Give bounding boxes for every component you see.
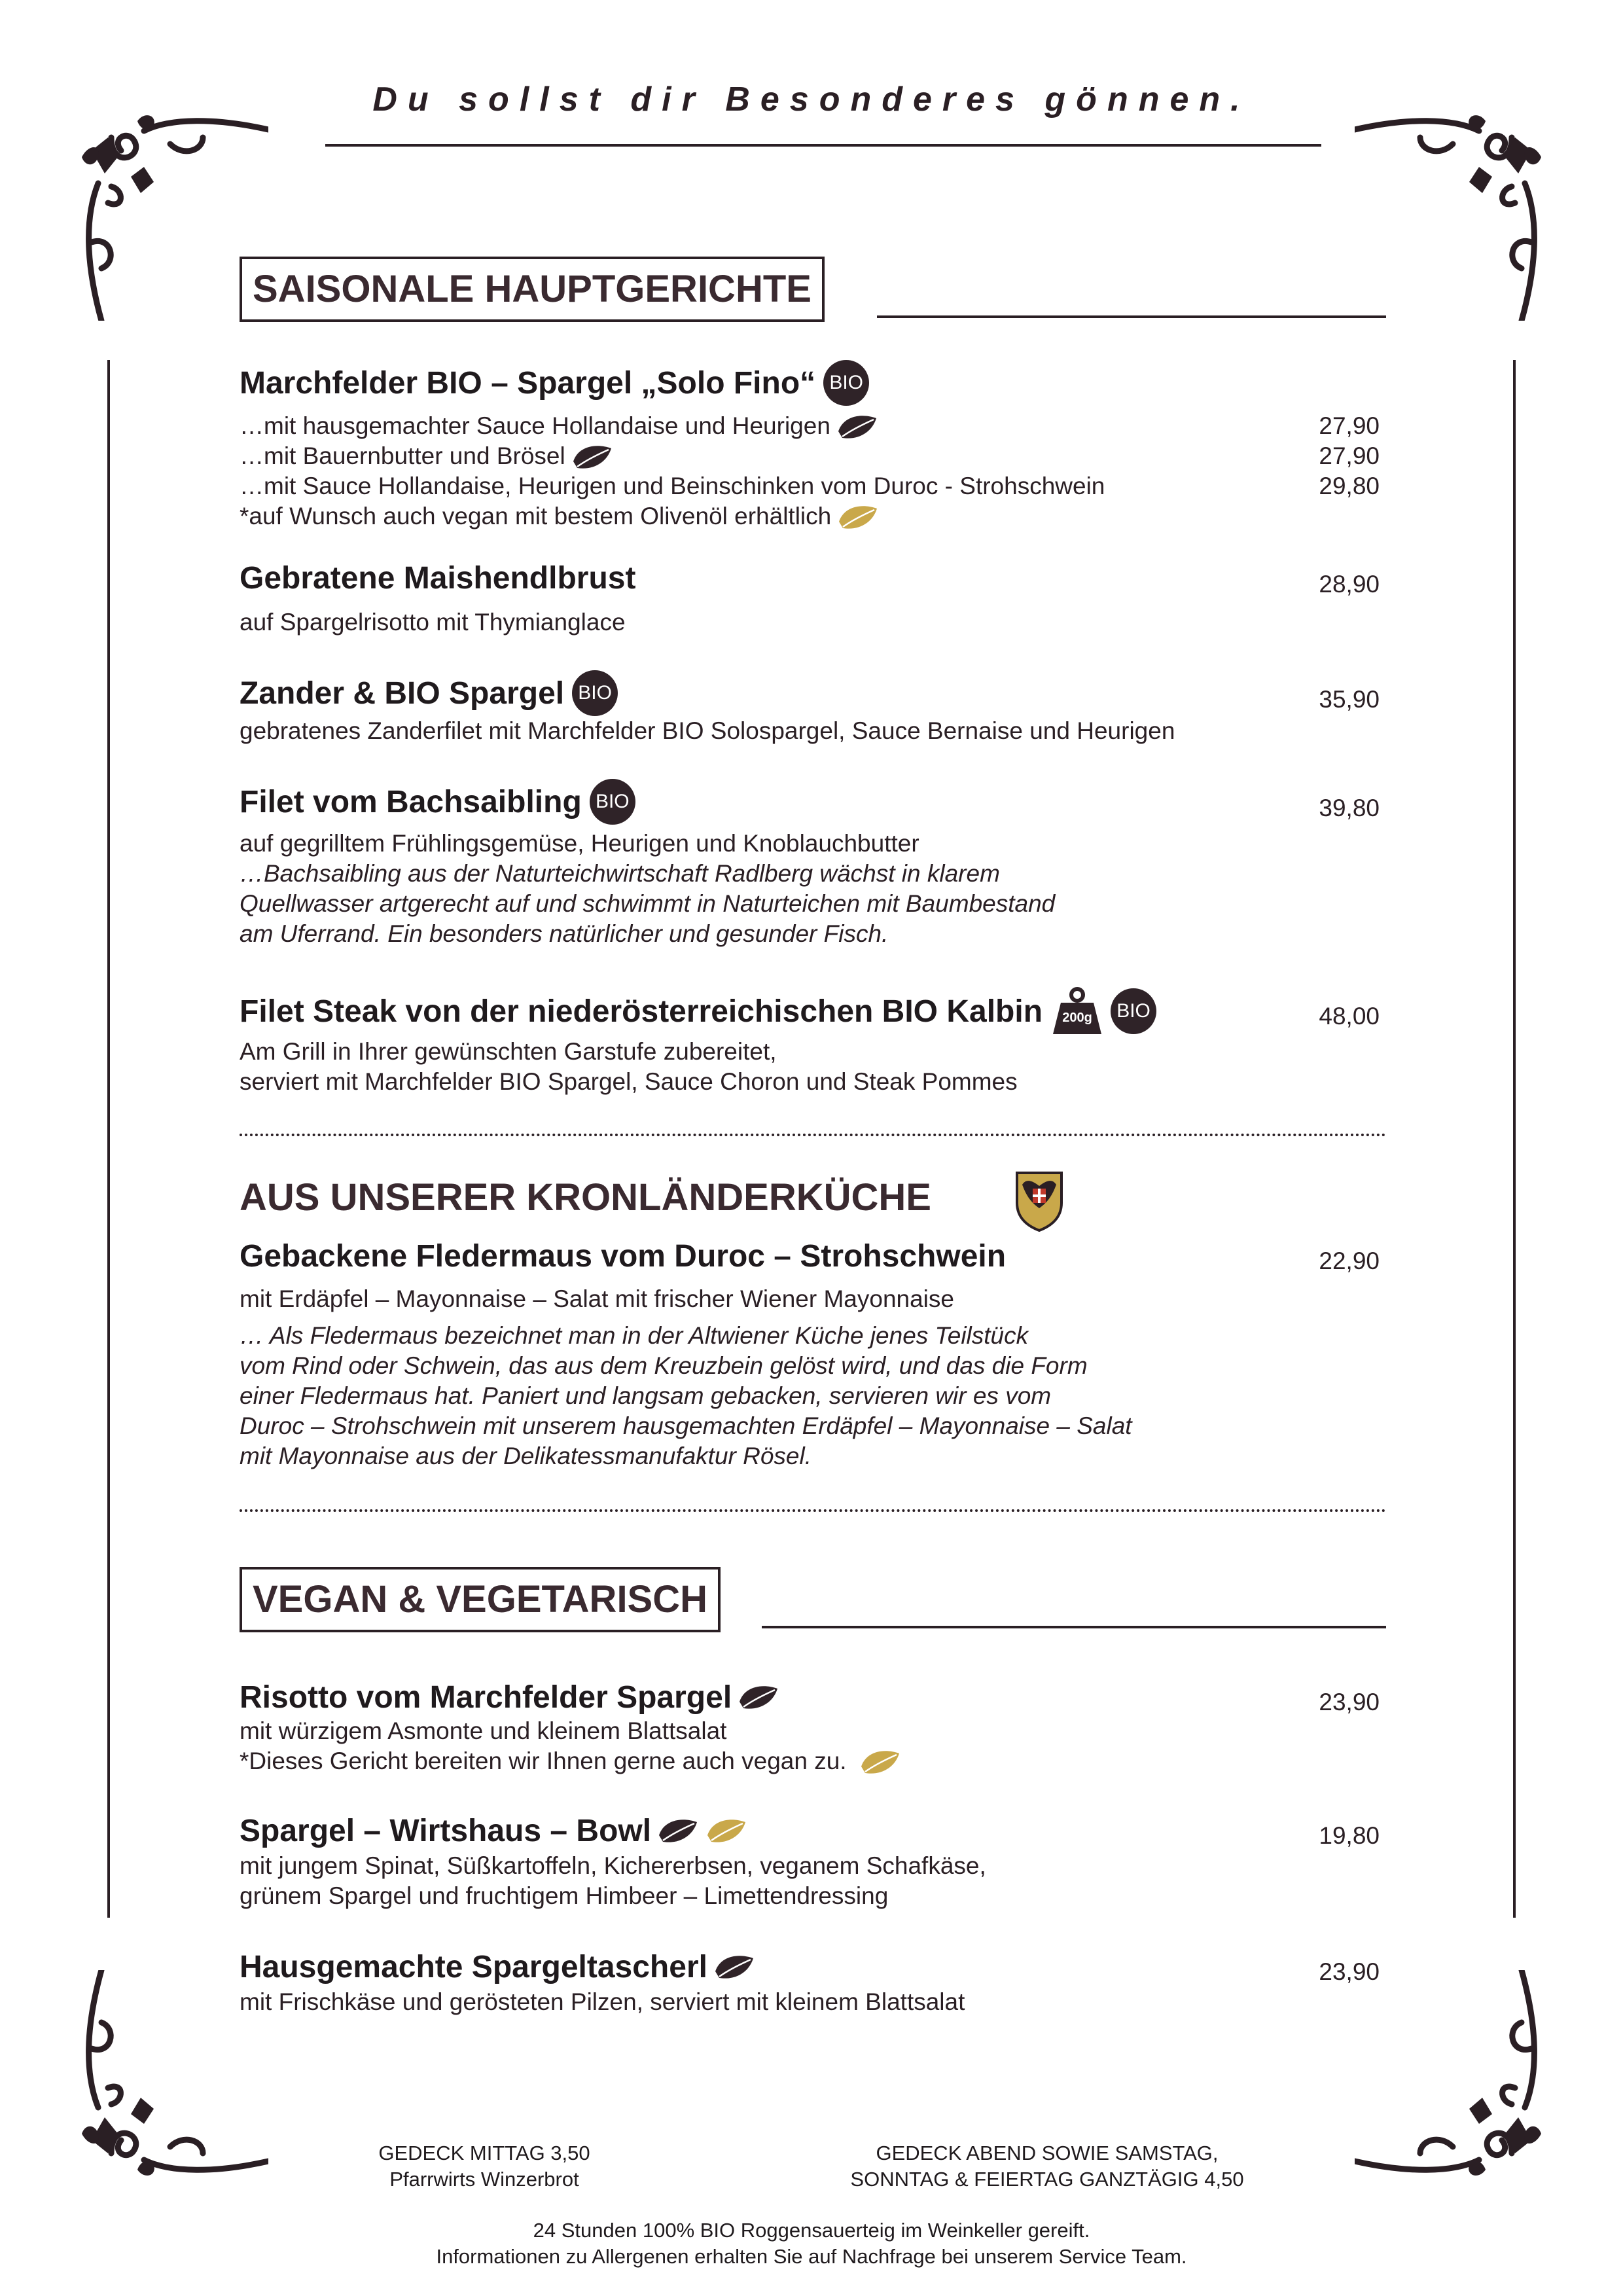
dish-variant-line: …mit Bauernbutter und Brösel (240, 441, 614, 473)
section-heading-line (762, 1626, 1386, 1628)
dish-description: auf Spargelrisotto mit Thymianglace (240, 609, 626, 636)
leaf-icon (571, 442, 614, 473)
left-frame-line (107, 360, 110, 1918)
price: 27,90 (1319, 412, 1380, 439)
dish-note-line: einer Fledermaus hat. Paniert und langsam gebacken, servieren wir es vom (240, 1382, 1052, 1409)
dish-title (240, 1813, 748, 1849)
price: 29,80 (1319, 473, 1380, 499)
weight-label: 200g (1062, 1011, 1092, 1025)
bio-badge: BIO (572, 670, 618, 716)
flourish-ornament-icon (1355, 1970, 1551, 2179)
dish-description: gebratenes Zanderfilet mit Marchfelder BIO Solospargel, Sauce Bernaise und Heurigen (240, 717, 1175, 744)
price: 23,90 (1319, 1958, 1380, 1985)
dish-note-line: am Uferrand. Ein besonders natürlicher und gesunder Fisch. (240, 920, 889, 947)
gold-leaf-icon (836, 502, 880, 533)
price: 27,90 (1319, 442, 1380, 469)
dish-title-text: Zander & BIO Spargel (240, 675, 565, 711)
dish-title-text: Hausgemachte Spargeltascherl (240, 1950, 707, 1984)
leaf-icon (737, 1682, 780, 1713)
dish-title (240, 670, 618, 716)
bio-badge: BIO (590, 779, 635, 825)
dish-note-line: Quellwasser artgerecht auf und schwimmt in Naturteichen mit Baumbestand (240, 890, 1056, 917)
section-heading-saisonal: SAISONALE HAUPTGERICHTE (240, 257, 825, 322)
flourish-ornament-icon (1355, 111, 1551, 321)
gedeck-mittag-line: GEDECK MITTAG 3,50 (378, 2142, 590, 2164)
dish-description: serviert mit Marchfelder BIO Spargel, Sauce Choron und Steak Pommes (240, 1068, 1018, 1095)
dish-title-text: Risotto vom Marchfelder Spargel (240, 1680, 732, 1715)
gedeck-abend (772, 2140, 1322, 2193)
price: 35,90 (1319, 686, 1380, 713)
vienna-crest-icon (1013, 1169, 1065, 1232)
dish-note-line: vom Rind oder Schwein, das aus dem Kreuzbein gelöst wird, und das die Form (240, 1352, 1088, 1379)
gedeck-abend-line: SONNTAG & FEIERTAG GANZTÄGIG 4,50 (850, 2168, 1244, 2191)
dish-title (240, 360, 869, 406)
right-frame-line (1513, 360, 1516, 1918)
dish-title: Gebackene Fledermaus vom Duroc – Strohschwein (240, 1239, 1007, 1274)
price: 48,00 (1319, 1003, 1380, 1030)
section-heading-vegan: VEGAN & VEGETARISCH (240, 1567, 721, 1632)
weight-icon (1052, 987, 1103, 1035)
dish-description: Am Grill in Ihrer gewünschten Garstufe zubereitet, (240, 1038, 777, 1065)
top-divider (325, 144, 1321, 147)
footer-note-line: Informationen zu Allergenen erhalten Sie auf Nachfrage bei unserem Service Team. (436, 2245, 1187, 2268)
dish-title-text: Marchfelder BIO – Spargel „Solo Fino“ (240, 365, 816, 401)
gold-leaf-icon (705, 1816, 748, 1847)
dish-description: *Dieses Gericht bereiten wir Ihnen gerne auch vegan zu. (240, 1746, 902, 1778)
dish-description: mit Frischkäse und gerösteten Pilzen, serviert mit kleinem Blattsalat (240, 1988, 965, 2015)
gedeck-abend-line: GEDECK ABEND SOWIE SAMSTAG, (876, 2142, 1219, 2164)
flourish-ornament-icon (72, 111, 268, 321)
price: 19,80 (1319, 1822, 1380, 1849)
leaf-icon (836, 412, 879, 443)
footer-note-line: 24 Stunden 100% BIO Roggensauerteig im Weinkeller gereift. (533, 2219, 1090, 2242)
bio-badge: BIO (823, 360, 869, 406)
dish-description: mit würzigem Asmonte und kleinem Blattsalat (240, 1717, 727, 1744)
dish-note-line: mit Mayonnaise aus der Delikatessmanufaktur Rösel. (240, 1443, 812, 1469)
dish-title (240, 779, 635, 825)
dish-note-line: Duroc – Strohschwein mit unserem hausgemachten Erdäpfel – Mayonnaise – Salat (240, 1412, 1132, 1439)
footer-notes (0, 2217, 1623, 2270)
dish-title: Gebratene Maishendlbrust (240, 561, 636, 596)
section-heading-line (877, 315, 1386, 318)
bio-badge: BIO (1111, 988, 1156, 1034)
price: 23,90 (1319, 1689, 1380, 1715)
dish-title (240, 1679, 780, 1715)
flourish-ornament-icon (72, 1970, 268, 2179)
leaf-icon (713, 1952, 756, 1983)
leaf-icon (656, 1816, 700, 1847)
price: 39,80 (1319, 795, 1380, 821)
tagline: Du sollst dir Besonderes gönnen. (372, 81, 1251, 118)
dish-variant-line: *auf Wunsch auch vegan mit bestem Olivenöl erhältlich (240, 501, 880, 533)
dish-title-text: Filet Steak von der niederösterreichischen BIO Kalbin (240, 994, 1043, 1029)
dish-note-line: … Als Fledermaus bezeichnet man in der Altwiener Küche jenes Teilstück (240, 1322, 1029, 1349)
dotted-divider (240, 1134, 1386, 1136)
price: 28,90 (1319, 571, 1380, 598)
dish-title (240, 1949, 756, 1985)
dish-variant-line: …mit Sauce Hollandaise, Heurigen und Beinschinken vom Duroc - Strohschwein (240, 473, 1105, 499)
dotted-divider (240, 1509, 1386, 1512)
dish-description: mit jungem Spinat, Süßkartoffeln, Kichererbsen, veganem Schafkäse, (240, 1852, 986, 1879)
dish-title (240, 987, 1156, 1035)
dish-description: auf gegrilltem Frühlingsgemüse, Heurigen und Knoblauchbutter (240, 830, 919, 857)
dish-title-text: Filet vom Bachsaibling (240, 784, 582, 819)
dish-description: mit Erdäpfel – Mayonnaise – Salat mit frischer Wiener Mayonnaise (240, 1285, 954, 1312)
dish-title-text: Spargel – Wirtshaus – Bowl (240, 1814, 652, 1848)
dish-description: grünem Spargel und fruchtigem Himbeer – Limettendressing (240, 1882, 889, 1909)
gedeck-mittag-line: Pfarrwirts Winzerbrot (389, 2168, 579, 2191)
dish-variant-line: …mit hausgemachter Sauce Hollandaise und Heurigen (240, 411, 879, 443)
section-heading-kronland: AUS UNSERER KRONLÄNDERKÜCHE (240, 1176, 931, 1219)
price: 22,90 (1319, 1247, 1380, 1274)
gold-leaf-icon (859, 1747, 902, 1778)
dish-note-line: …Bachsaibling aus der Naturteichwirtschaft Radlberg wächst in klarem (240, 860, 1000, 887)
gedeck-mittag (314, 2140, 654, 2193)
